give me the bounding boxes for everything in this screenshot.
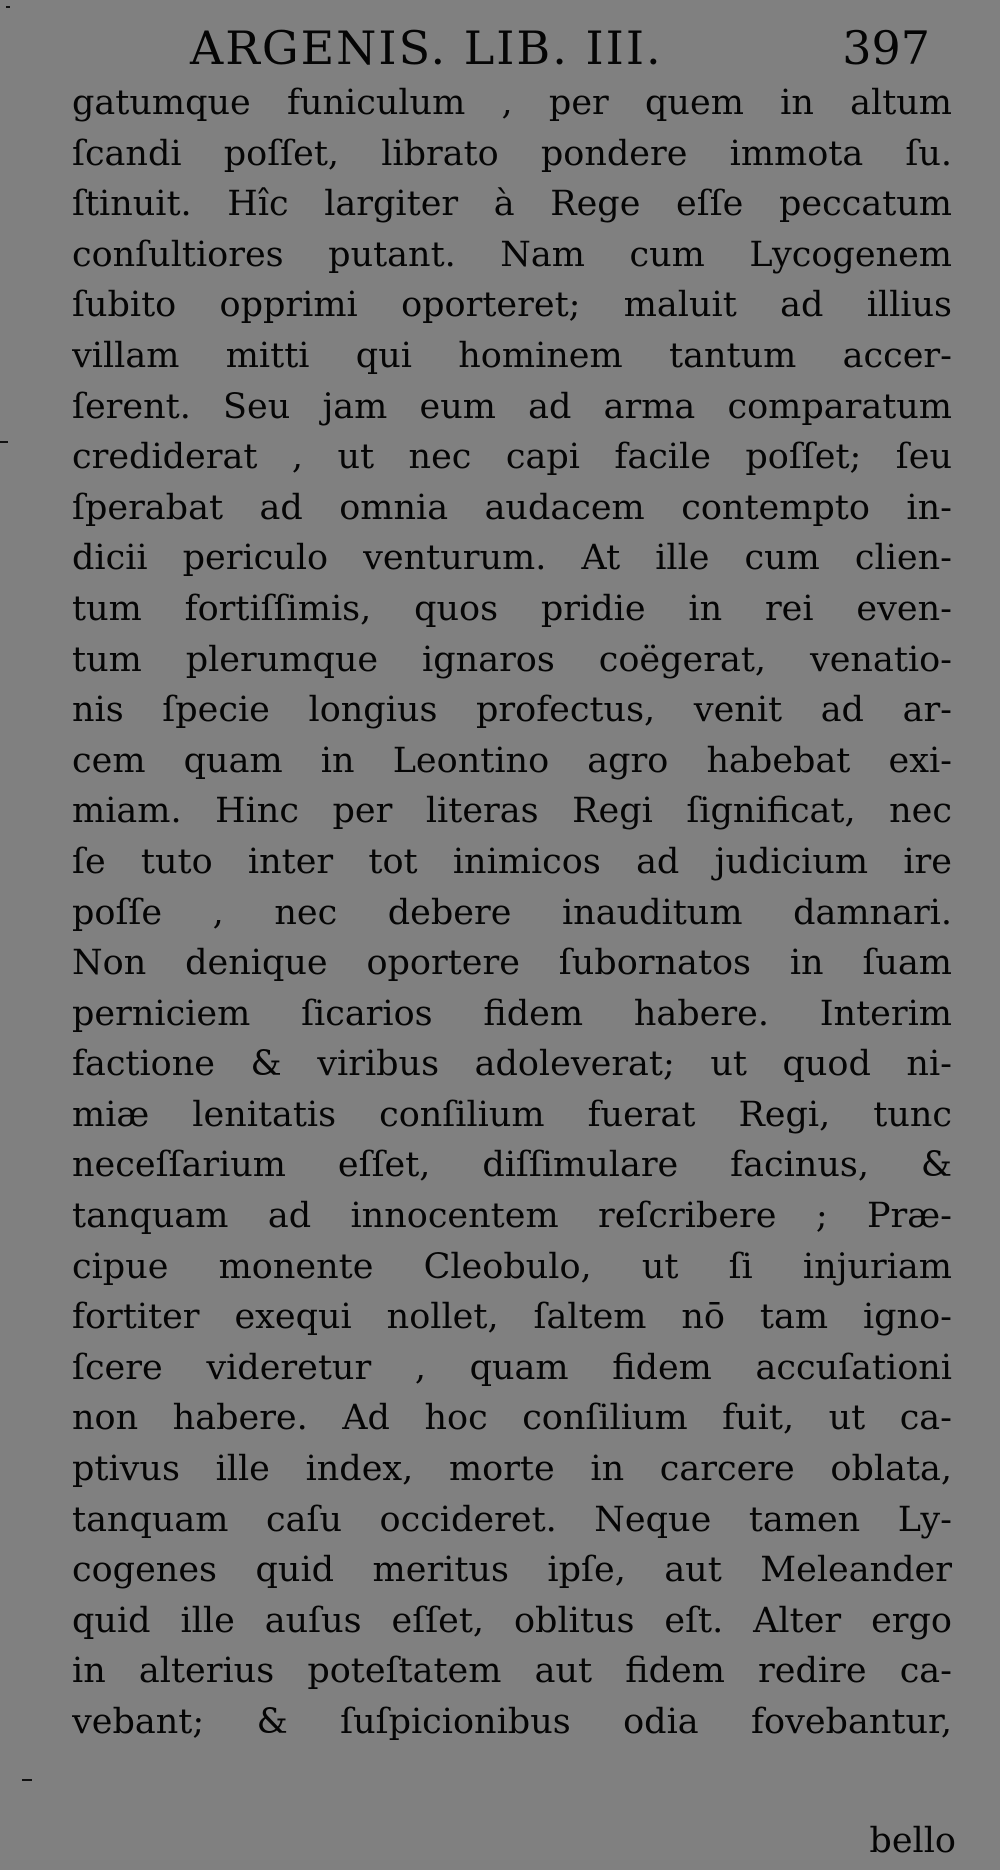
text-line: dicii periculo venturum. At ille cum clien- (72, 538, 952, 579)
catchword: bello (869, 1821, 956, 1861)
text-line: ſubito opprimi oporteret; maluit ad illius (72, 285, 952, 326)
page-header (190, 18, 950, 78)
text-line: cogenes quid meritus ipſe, aut Meleander (72, 1550, 952, 1591)
text-line: vebant; & ſuſpicionibus odia fovebantur, (72, 1702, 952, 1742)
text-line: miæ lenitatis conſilium fuerat Regi, tunc (72, 1094, 952, 1135)
scan-speck-mark (6, 6, 10, 8)
text-line: quid ille auſus eſſet, oblitus eſt. Alter ergo (72, 1600, 952, 1641)
body-text (72, 78, 952, 1748)
text-line: tanquam ad innocentem reſcribere ; Præ- (72, 1196, 952, 1237)
text-line: ptivus ille index, morte in carcere oblata, (72, 1449, 952, 1490)
page-number: 397 (842, 21, 930, 75)
running-title: ARGENIS. LIB. III. (190, 21, 663, 75)
text-line: ſe tuto inter tot inimicos ad judicium ire (72, 841, 952, 882)
text-line: tanquam caſu occideret. Neque tamen Ly- (72, 1499, 952, 1540)
text-line: non habere. Ad hoc conſilium fuit, ut ca- (72, 1398, 952, 1439)
text-line: factione & viribus adoleverat; ut quod ni- (72, 1044, 952, 1085)
text-line: perniciem ſicarios fidem habere. Interim (72, 993, 952, 1034)
text-line: conſultiores putant. Nam cum Lycogenem (72, 234, 952, 275)
text-line: fortiter exequi nollet, ſaltem nō tam igno- (72, 1297, 952, 1338)
text-line: nis ſpecie longius profectus, venit ad ar- (72, 690, 952, 731)
scan-speck-mark (0, 441, 8, 443)
text-line: ſerent. Seu jam eum ad arma comparatum (72, 386, 952, 427)
text-line: miam. Hinc per literas Regi ſignificat, nec (72, 791, 952, 832)
text-line: tum fortiſſimis, quos pridie in rei even- (72, 588, 952, 629)
text-line: villam mitti qui hominem tantum accer- (72, 335, 952, 376)
text-line: Non denique oportere ſubornatos in ſuam (72, 943, 952, 984)
text-line: ſtinuit. Hîc largiter à Rege eſſe peccatum (72, 184, 952, 225)
text-line: in alterius poteſtatem aut fidem redire ca- (72, 1651, 952, 1692)
text-line: cipue monente Cleobulo, ut ſi injuriam (72, 1246, 952, 1287)
text-line: cem quam in Leontino agro habebat exi- (72, 740, 952, 781)
scan-speck-mark (22, 1779, 32, 1781)
text-line: poſſe , nec debere inauditum damnari. (72, 892, 952, 933)
text-line: ſperabat ad omnia audacem contempto in- (72, 487, 952, 528)
text-line: tum plerumque ignaros coëgerat, venatio- (72, 639, 952, 680)
text-line: neceſſarium eſſet, diſſimulare facinus, & (72, 1145, 952, 1186)
text-line: gatumque funiculum , per quem in altum (72, 83, 952, 123)
text-line: ſcere videretur , quam fidem accuſationi (72, 1347, 952, 1388)
text-line: ſcandi poſſet, librato pondere immota ſu. (72, 133, 952, 174)
text-line: crediderat , ut nec capi facile poſſet; ſeu (72, 437, 952, 478)
